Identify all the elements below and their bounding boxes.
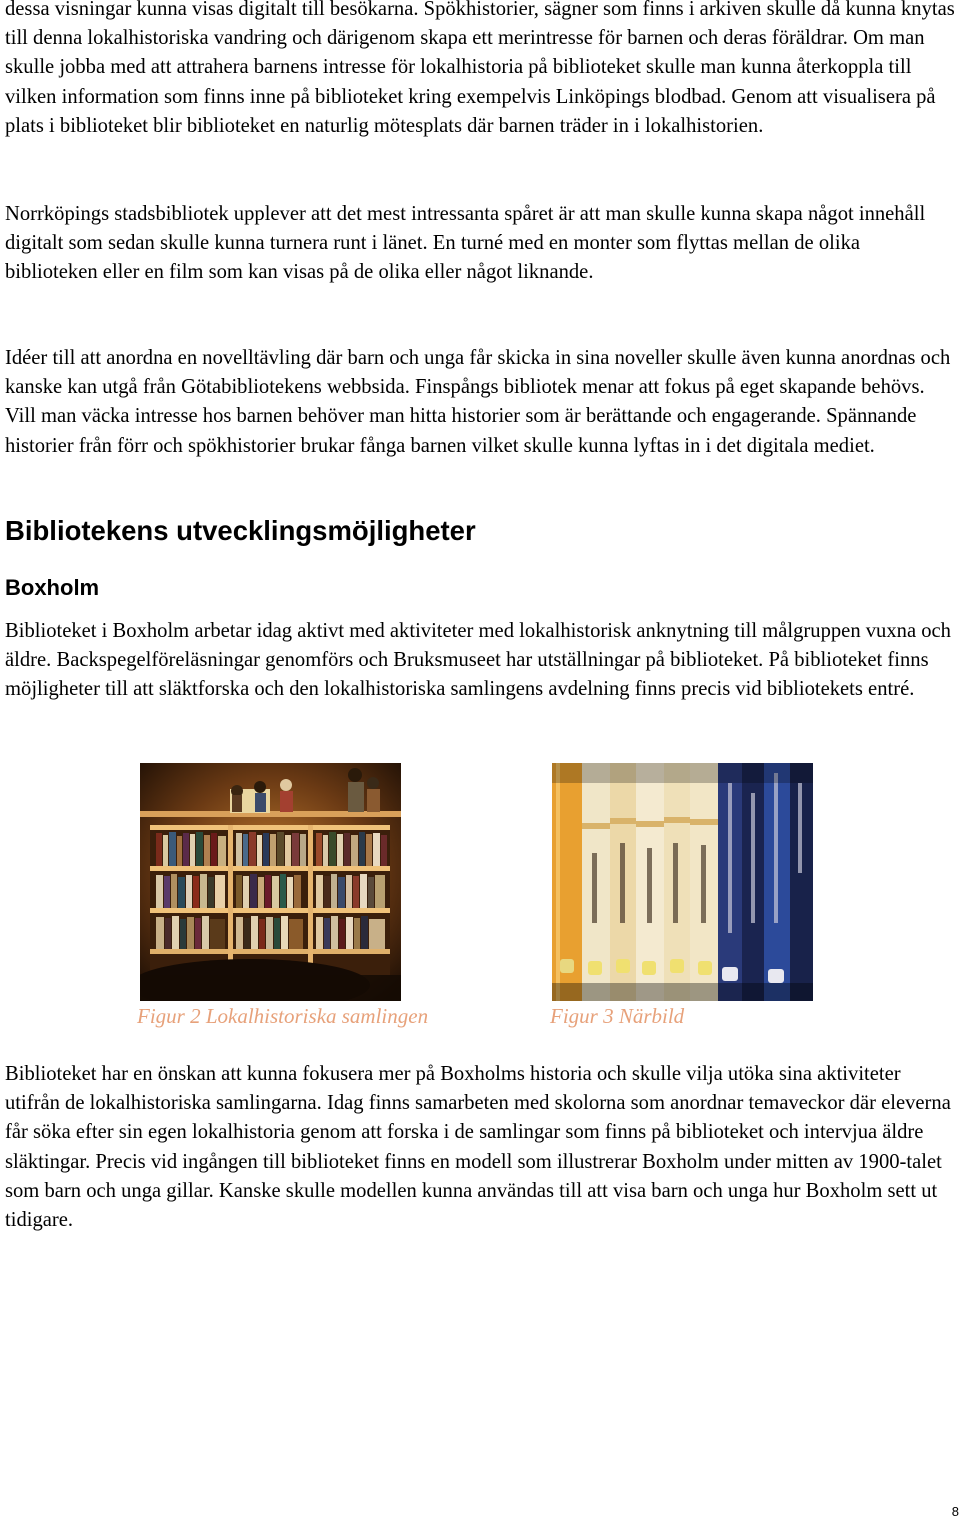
subsection-heading: Boxholm [5, 575, 100, 600]
bookshelf-photo [140, 763, 401, 1001]
paragraph: Biblioteket har en önskan att kunna fokusera mer på Boxholms historia och skulle vilja utöka sina aktiviteter utifrån de lokalhistoriska samlingarna. Idag finns samarbeten med skolorna som anordnar temaveckor där eleverna får söka efter sin egen lokalhistoria genom att forska i de samlingar som finns på biblioteket och intervjua äldre släktingar. Precis vid ingången till biblioteket finns en modell som illustrerar Boxholm under mitten av 1900-talet som barn och unga gillar. Kanske skulle modellen kunna användas till att visa barn och unga hur Boxholm sett ut tidigare. [5, 1063, 951, 1232]
paragraph: Idéer till att anordna en novelltävling där barn och unga får skicka in sina noveller skulle även kunna anordnas och kanske kan utgå från Götabibliotekens webbsida. Finspångs bibliotek menar att fokus på eget skapande behövs. Vill man väcka intresse hos barnen behöver man hitta historier som är berättande och engagerande. Spännande historier från förr och spökhistorier brukar fånga barnen vilket skulle kunna lyftas in i det digitala mediet. [5, 347, 951, 457]
figure-caption: Figur 3 Närbild [550, 1004, 685, 1028]
section-heading: Bibliotekens utvecklingsmöjligheter [5, 515, 476, 546]
paragraph: Norrköpings stadsbibliotek upplever att det mest intressanta spåret är att man skulle kunna skapa något innehåll digitalt som sedan skulle kunna turnera runt i länet. En turné med en monter som flyttas mellan de olika biblioteken eller en film som kan visas på de olika eller något liknande. [5, 203, 926, 284]
page-number: 8 [951, 1504, 959, 1519]
paragraph: dessa visningar kunna visas digitalt till besökarna. Spökhistorier, sägner som finns i arkiven skulle då kunna knytas till denna lokalhistoriska vandring och därigenom skapa ett merintresse för barnen och deras föräldrar. Om man skulle jobba med att attrahera barnens intresse för lokalhistoria på biblioteket skulle man kunna återkoppla till vilken information som finns inne på biblioteket kring exempelvis Linköpings blodbad. Genom att visualisera på plats i biblioteket blir biblioteket en naturlig mötesplats där barnen träder in i lokalhistorien. [5, 0, 955, 137]
figure-caption: Figur 2 Lokalhistoriska samlingen [137, 1004, 429, 1028]
book-spines-closeup-photo [552, 763, 813, 1001]
paragraph: Biblioteket i Boxholm arbetar idag aktivt med aktiviteter med lokalhistorisk anknytning till målgruppen vuxna och äldre. Backspegelföreläsningar genomförs och Bruksmuseet har utställningar på biblioteket. På biblioteket finns möjligheter till att släktforska och den lokalhistoriska samlingens avdelning finns precis vid bibliotekets entré. [5, 620, 951, 701]
